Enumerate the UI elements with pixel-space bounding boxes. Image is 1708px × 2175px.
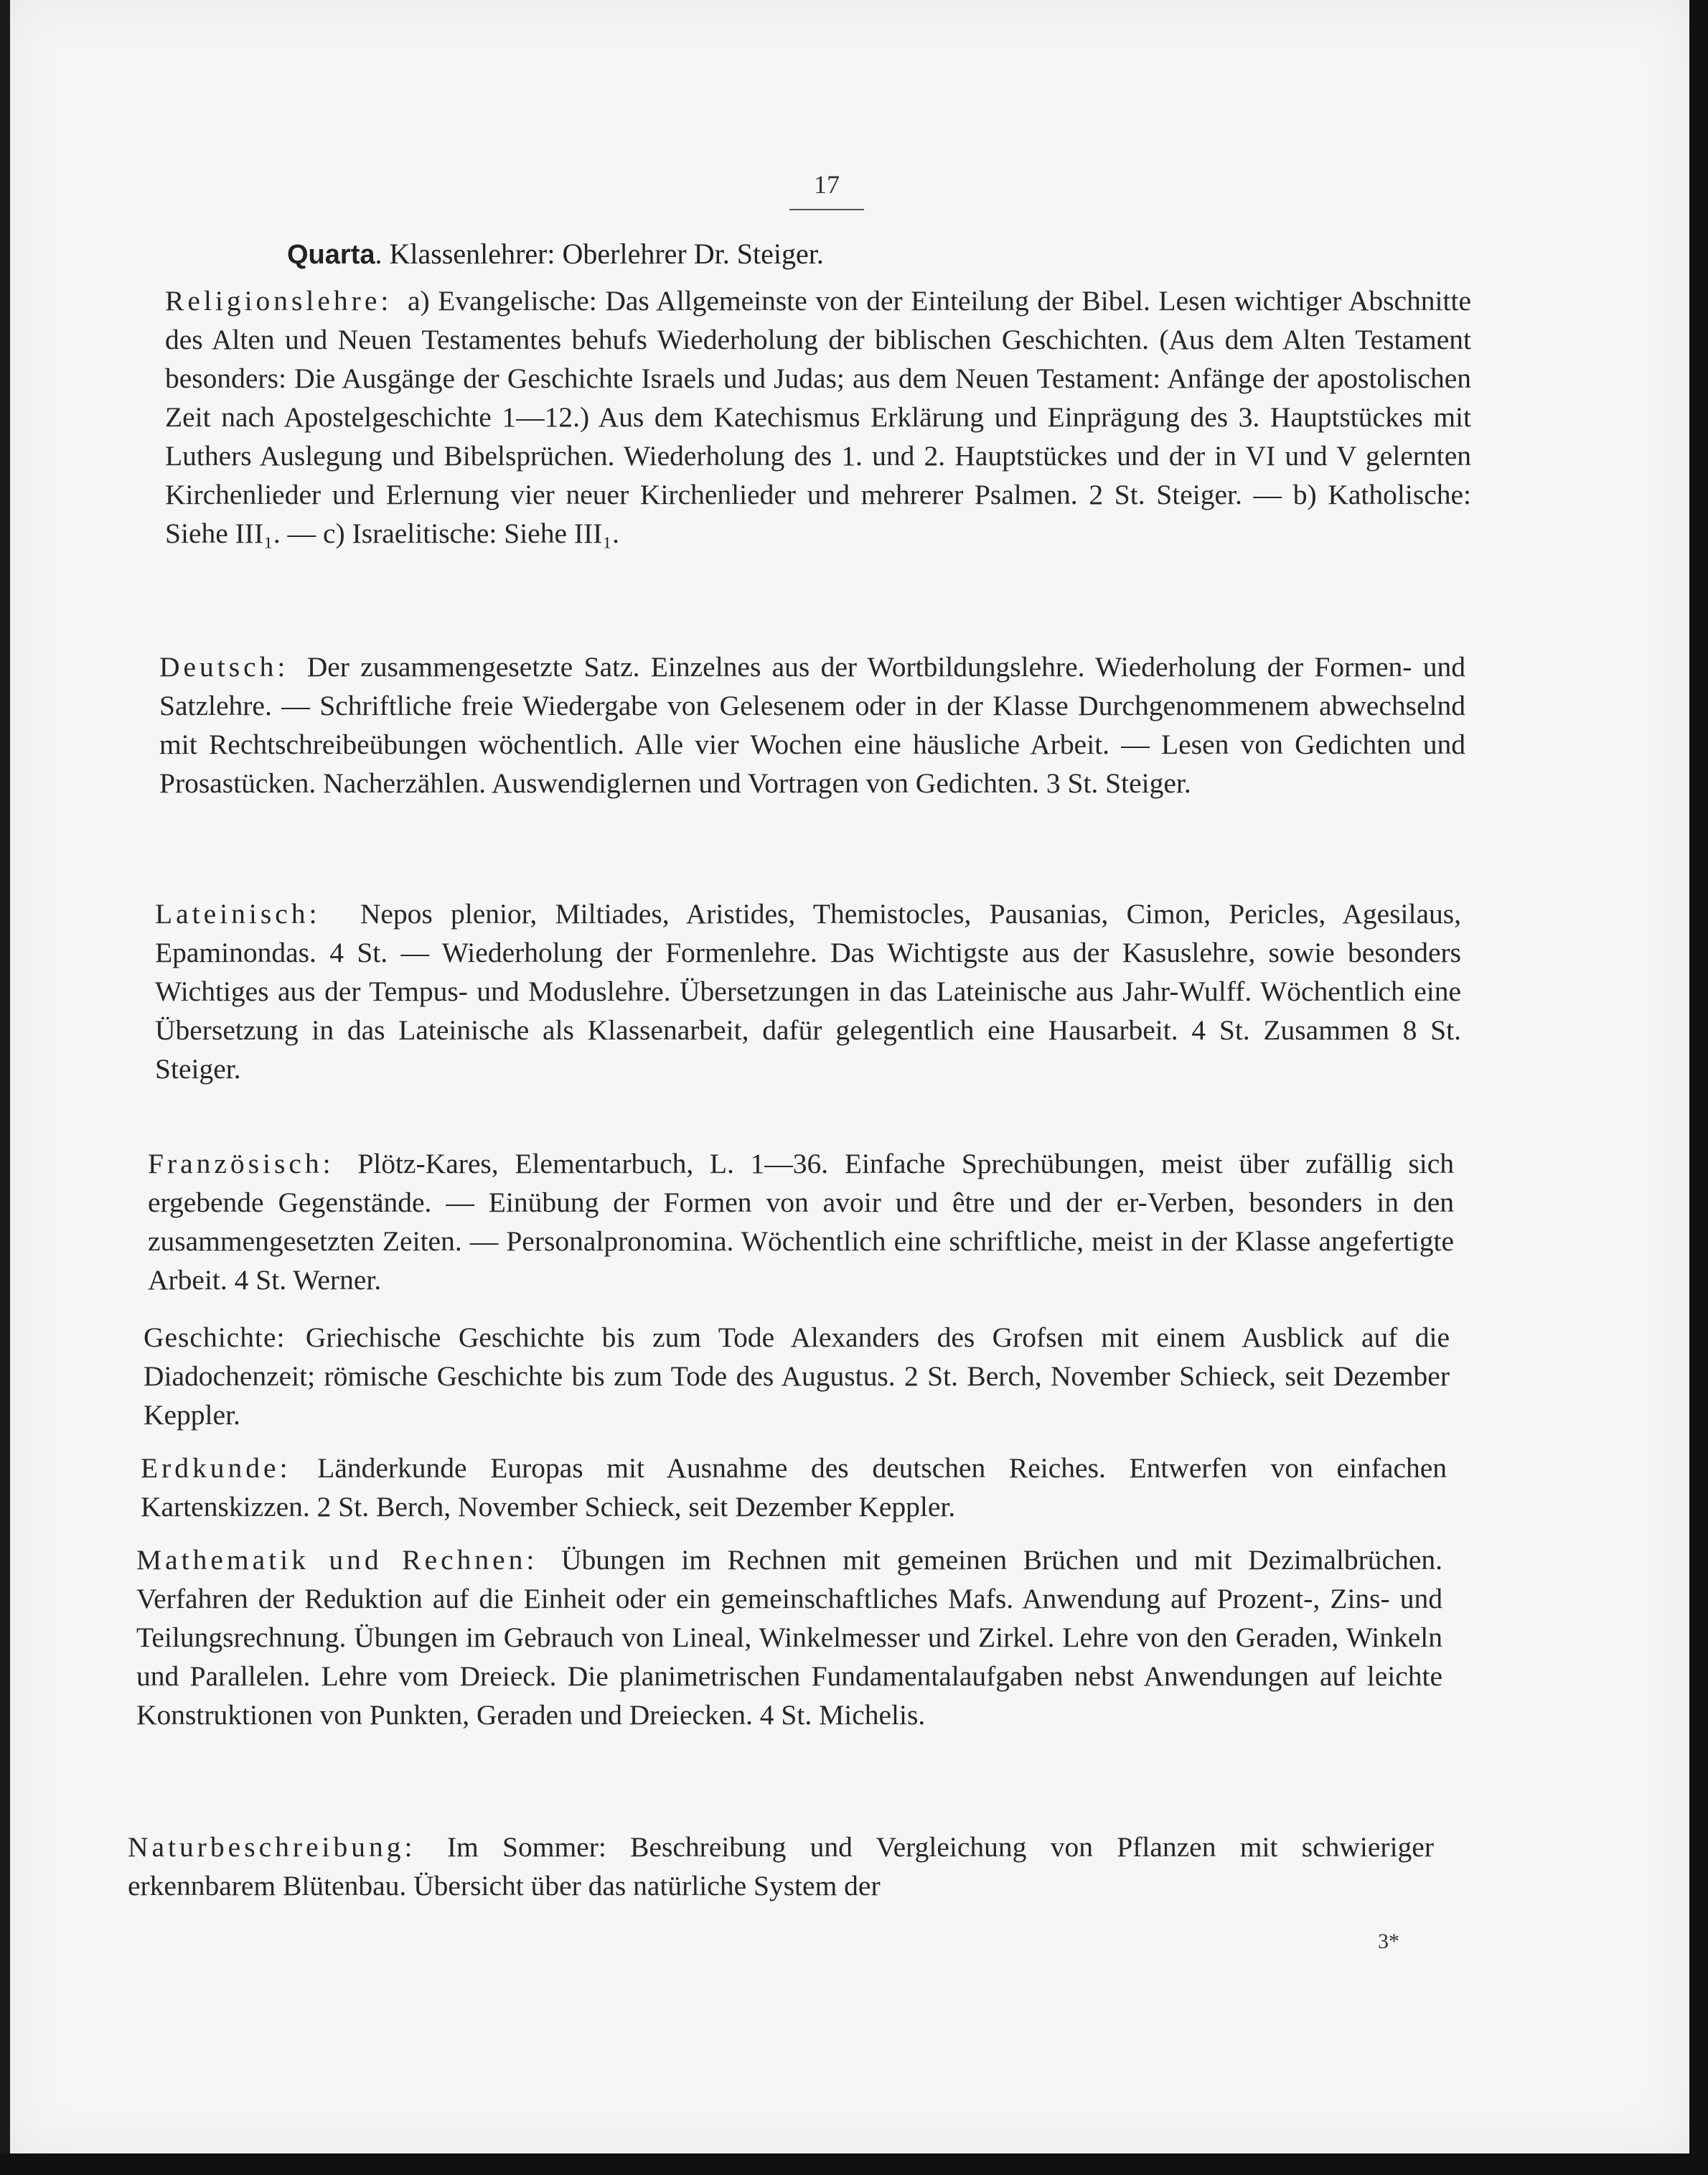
scan-left-edge: [0, 0, 10, 2175]
section-text: Griechische Geschichte bis zum Tode Alexanders des Grofsen mit einem Ausblick auf die Diadochenzeit; römische Geschichte bis zum Tode des Augustus. 2 St. Berch, November Schieck, seit Dezember Keppler.: [144, 1322, 1450, 1431]
section-erdkunde: [141, 1449, 1447, 1526]
page-number: 17: [814, 170, 840, 199]
subject-label: Religionslehre:: [165, 285, 393, 317]
section-deutsch: [159, 647, 1465, 803]
section-text: Der zusammengesetzte Satz. Einzelnes aus der Wortbildungslehre. Wiederholung der Formen- und Satzlehre. — Schriftliche freie Wiedergabe von Gelesenem oder in der Klasse Durchgenommenem abwechselnd mit Rechtschreibeübungen wöchentlich. Alle vier Wochen eine häusliche Arbeit. — Lesen von Gedichten und Prosastücken. Nacherzählen. Auswendiglernen und Vortragen von Gedichten. 3 St. Steiger.: [159, 651, 1466, 799]
subject-label: Mathematik und Rechnen:: [136, 1544, 538, 1576]
class-name: Quarta: [287, 240, 375, 270]
subject-label: Erdkunde:: [141, 1452, 291, 1484]
section-text: Plötz-Kares, Elementarbuch, L. 1—36. Einfache Sprechübungen, meist über zufällig sich ergebende Gegenstände. — Einübung der Formen von avoir und être und der er-Verben, besonders in den zusammengesetzten Zeiten. — Personalpronomina. Wöchentlich eine schriftliche, meist in der Klasse angefertigte Arbeit. 4 St. Werner.: [148, 1148, 1455, 1296]
section-franzoesisch: [148, 1144, 1454, 1299]
section-religionslehre: [165, 281, 1471, 553]
subject-label: Lateinisch:: [155, 898, 321, 930]
subject-label: Deutsch:: [159, 651, 289, 683]
page-number-rule: [789, 209, 864, 210]
scan-bottom-edge: [0, 2153, 1708, 2175]
section-text: Übungen im Rechnen mit gemeinen Brüchen und mit Dezimalbrüchen. Verfahren der Reduktion auf die Einheit oder ein gemeinschaftliches Mafs. Anwendung auf Prozent-, Zins- und Teilungsrechnung. Übungen im Gebrauch von Lineal, Winkelmesser und Zirkel. Lehre von den Geraden, Winkeln und Parallelen. Lehre vom Dreieck. Die planimetrischen Fundamentalaufgaben nebst Anwendungen auf leichte Konstruktionen von Punkten, Geraden und Dreiecken. 4 St. Michelis.: [136, 1544, 1442, 1731]
section-text: a) Evangelische: Das Allgemeinste von der Einteilung der Bibel. Lesen wichtiger Abschnitte des Alten und Neuen Testamentes behufs Wiederholung der biblischen Geschichten. (Aus dem Alten Testament besonders: Die Ausgänge der Geschichte Israels und Judas; aus dem Neuen Testament: Anfänge der apostolischen Zeit nach Apostelgeschichte 1—12.) Aus dem Katechismus Erklärung und Einprägung des 3. Hauptstückes mit Luthers Auslegung und Bibelsprüchen. Wiederholung des 1. und 2. Hauptstückes und der in VI und V gelernten Kirchenlieder und Erlernung vier neuer Kirchenlieder und mehrerer Psalmen. 2 St. Steiger. — b) Katholische: Siehe III₁. — c) Israelitische: Siehe III₁.: [165, 285, 1472, 549]
subject-label: Naturbeschreibung:: [128, 1831, 416, 1863]
subject-label: Geschichte:: [144, 1322, 286, 1353]
section-naturbeschreibung: [128, 1828, 1434, 1905]
section-text: Nepos plenior, Miltiades, Aristides, Themistocles, Pausanias, Cimon, Pericles, Agesilaus, Epaminondas. 4 St. — Wiederholung der Formenlehre. Das Wichtigste aus der Kasuslehre, sowie besonders Wichtiges aus der Tempus- und Moduslehre. Übersetzungen in das Lateinische aus Jahr-Wulff. Wöchentlich eine Übersetzung in das Lateinische als Klassenarbeit, dafür gelegentlich eine Hausarbeit. 4 St. Zusammen 8 St. Steiger.: [155, 898, 1461, 1085]
subject-label: Französisch:: [148, 1148, 334, 1179]
section-geschichte: [144, 1318, 1450, 1434]
class-teacher: . Klassenlehrer: Oberlehrer Dr. Steiger.: [375, 238, 824, 270]
section-text: Länderkunde Europas mit Ausnahme des deutschen Reiches. Entwerfen von einfachen Kartenskizzen. 2 St. Berch, November Schieck, seit Dezember Keppler.: [141, 1452, 1447, 1522]
section-text: Im Sommer: Beschreibung und Vergleichung von Pflanzen mit schwieriger erkennbarem Blütenbau. Übersicht über das natürliche System der: [128, 1831, 1434, 1902]
section-mathematik: [136, 1540, 1442, 1734]
class-heading: [287, 237, 824, 271]
signature-mark: 3*: [1378, 1930, 1399, 1953]
section-lateinisch: [155, 894, 1461, 1088]
